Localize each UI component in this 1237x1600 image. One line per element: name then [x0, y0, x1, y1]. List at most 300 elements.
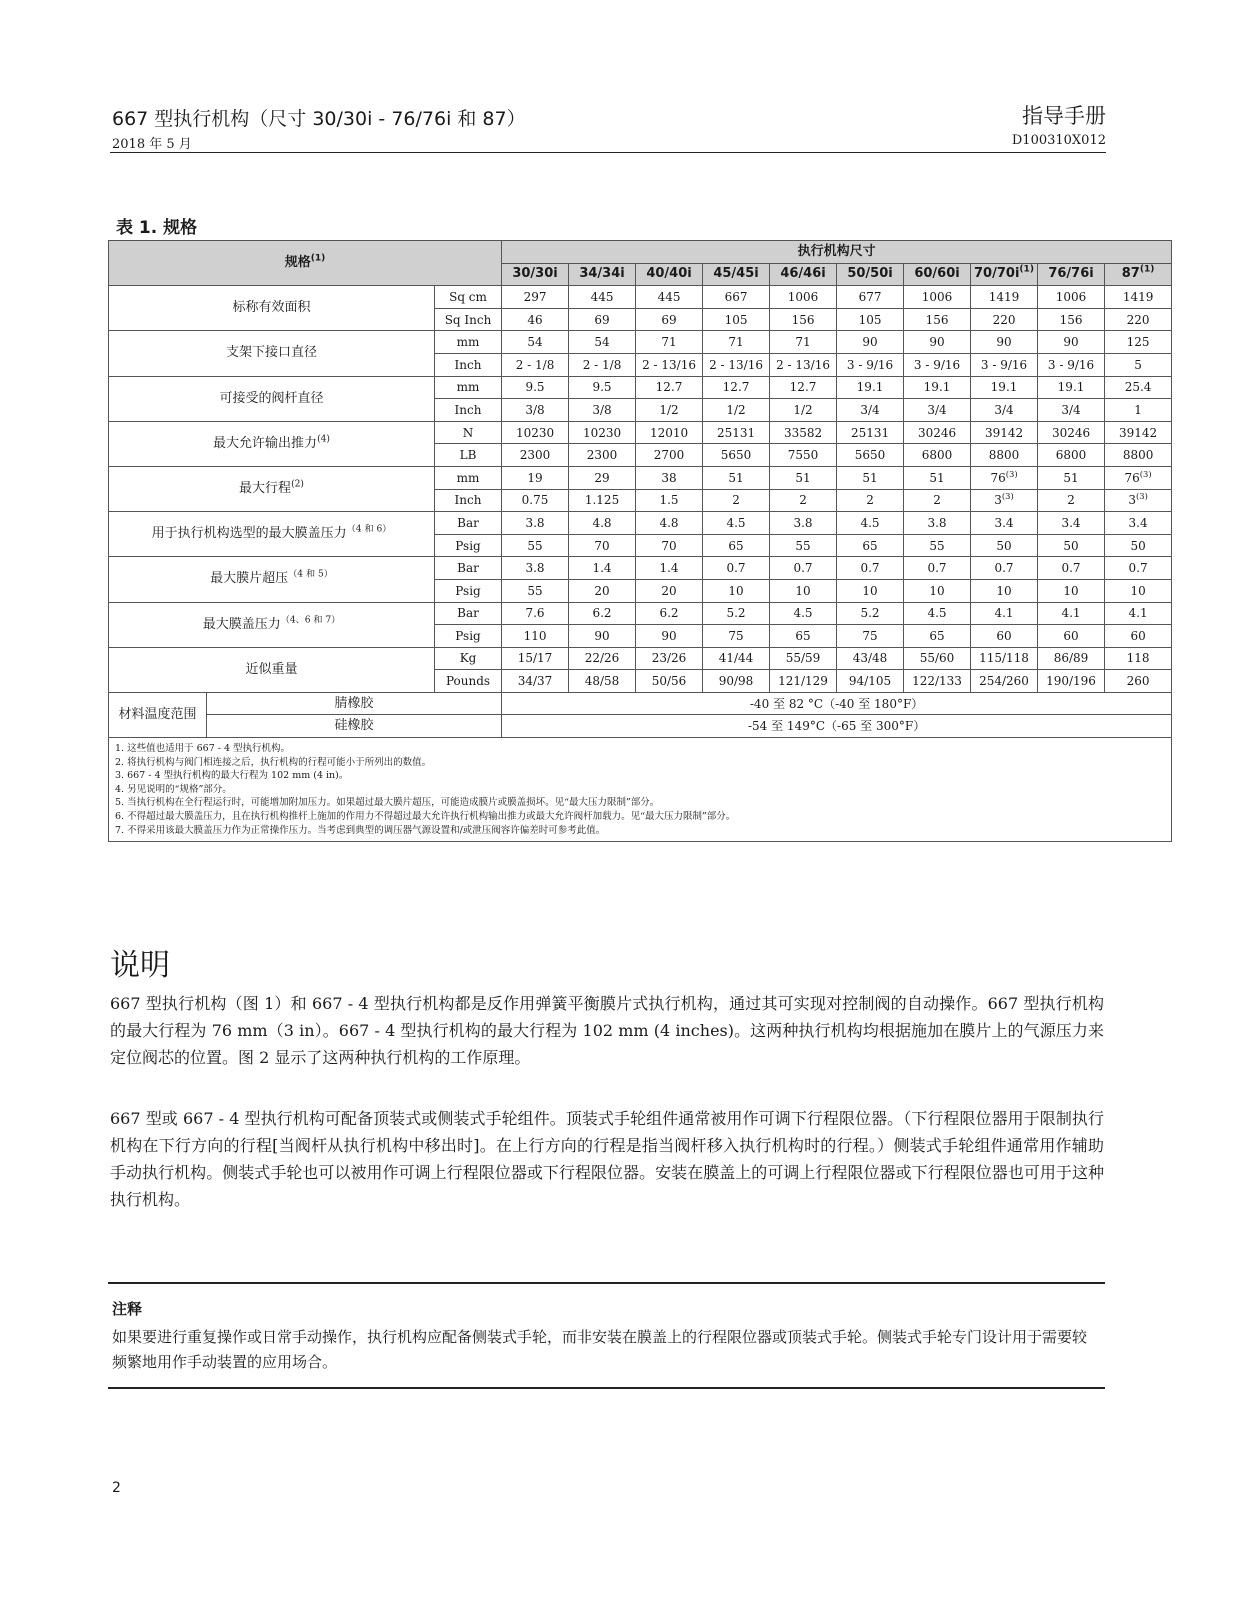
value: 2 [1067, 493, 1075, 508]
value-cell [1038, 512, 1105, 535]
value-cell [837, 534, 904, 557]
value: 30246 [917, 425, 957, 440]
material-label: 腈橡胶 [334, 695, 374, 711]
value: 2300 [586, 448, 618, 463]
value-cell [904, 444, 971, 467]
value: 10 [996, 583, 1012, 598]
unit-label: Inch [454, 493, 482, 508]
value: 12.7 [722, 380, 750, 395]
row-label: 最大允许输出推力 [213, 435, 318, 451]
value: 3.8 [525, 561, 545, 576]
value-cell [703, 466, 770, 489]
value-cell [569, 670, 636, 693]
value-cell [1105, 647, 1172, 670]
size-label: 50/50i [847, 266, 893, 282]
value: 46 [527, 312, 543, 327]
value-cell [1105, 534, 1172, 557]
value-cell [636, 444, 703, 467]
row-label-cell [109, 331, 435, 376]
unit-label: Inch [454, 402, 482, 417]
unit-label: mm [456, 380, 480, 395]
value: 10 [1130, 583, 1146, 598]
size-cell [1038, 263, 1105, 286]
value-cell [1038, 353, 1105, 376]
value: 55 [795, 538, 811, 553]
value-cell [904, 421, 971, 444]
value-cell [837, 557, 904, 580]
value-cell [703, 557, 770, 580]
value-cell [569, 376, 636, 399]
table-title: 表 1. 规格 [116, 218, 198, 238]
value: 70 [594, 538, 610, 553]
size-label: 34/34i [579, 266, 625, 282]
value: 51 [862, 470, 878, 485]
size-note: (1) [1019, 265, 1035, 276]
value: 39142 [984, 425, 1024, 440]
value-cell [837, 399, 904, 422]
value: 4.8 [659, 515, 679, 530]
value: 1/2 [726, 402, 746, 417]
value-cell [569, 286, 636, 309]
row-label: 可接受的阀杆直径 [219, 390, 324, 406]
temperature-range: -40 至 82 °C（-40 至 180°F） [749, 696, 924, 711]
value: 43/48 [852, 651, 888, 666]
unit-cell [435, 625, 502, 648]
row-label-cell [109, 512, 435, 557]
value-cell [502, 444, 569, 467]
value-cell [770, 579, 837, 602]
value-cell [569, 421, 636, 444]
value: 1.4 [659, 561, 679, 576]
value: 55 [527, 538, 543, 553]
unit-cell [435, 308, 502, 331]
value-cell [971, 489, 1038, 512]
size-label: 87 [1121, 266, 1140, 282]
value-cell [904, 286, 971, 309]
value-cell [770, 376, 837, 399]
table-row [109, 376, 1172, 399]
value-cell [703, 331, 770, 354]
temperature-range-cell [502, 715, 1172, 738]
value-cell [1038, 647, 1105, 670]
value: 90/98 [718, 674, 754, 689]
value: 3/4 [860, 402, 880, 417]
value-cell [904, 331, 971, 354]
value: 3/8 [592, 402, 612, 417]
value: 19.1 [856, 380, 884, 395]
footnotes-cell [109, 738, 1172, 842]
value-cell [971, 602, 1038, 625]
unit-label: Bar [457, 606, 479, 621]
value-cell [502, 331, 569, 354]
value: 20 [661, 583, 677, 598]
document-number: D100310X012 [1011, 133, 1106, 148]
value-cell [1038, 602, 1105, 625]
size-label: 40/40i [646, 266, 692, 282]
temperature-range-cell [502, 692, 1172, 715]
value-cell [1105, 625, 1172, 648]
value-cell [837, 647, 904, 670]
value: 3 [1128, 493, 1136, 508]
value-cell [1038, 444, 1105, 467]
value: 0.7 [793, 561, 813, 576]
value: 55/60 [919, 651, 955, 666]
value: 10 [795, 583, 811, 598]
value: 1 [1134, 402, 1142, 417]
temperature-label-cell [109, 692, 207, 737]
value-cell [1038, 331, 1105, 354]
size-label: 46/46i [780, 266, 826, 282]
row-label-cell [109, 602, 435, 647]
unit-label: Sq cm [449, 289, 487, 304]
description-paragraph-1: 667 型执行机构（图 1）和 667 - 4 型执行机构都是反作用弹簧平衡膜片式执行机构，通过其可实现对控制阀的自动操作。667 型执行机构的最大行程为 76 mm（3 in）。667 - 4 型执行机构的最大行程为 102 mm (4 inches)。这两种执行机构均根据施加在膜片上的气源压力来定位阀芯的位置。图 2 显示了这两种执行机构的工作原理。 [110, 994, 1104, 1067]
value: 297 [523, 289, 547, 304]
value: 20 [594, 583, 610, 598]
value-cell [636, 308, 703, 331]
header-divider [110, 152, 1106, 153]
note-heading: 注释 [112, 1300, 143, 1318]
value: 1.125 [584, 493, 620, 508]
value-cell [837, 670, 904, 693]
value: 19.1 [990, 380, 1018, 395]
table-row [109, 647, 1172, 670]
value-cell [971, 286, 1038, 309]
value-cell [837, 579, 904, 602]
value-cell [971, 512, 1038, 535]
value-cell [502, 399, 569, 422]
unit-cell [435, 376, 502, 399]
value-cell [703, 308, 770, 331]
value-cell [636, 534, 703, 557]
value-cell [1038, 421, 1105, 444]
value: 10 [862, 583, 878, 598]
value-cell [502, 489, 569, 512]
note-body: 如果要进行重复操作或日常手动操作，执行机构应配备侧装式手轮，而非安装在膜盖上的行程限位器或顶装式手轮。侧装式手轮专门设计用于需要较频繁地用作手动装置的应用场合。 [112, 1328, 1088, 1371]
size-label: 60/60i [914, 266, 960, 282]
value-cell [1105, 286, 1172, 309]
unit-cell [435, 399, 502, 422]
row-label-note: （4 和 5） [288, 570, 333, 581]
value: 76 [990, 470, 1006, 485]
value: 10230 [515, 425, 555, 440]
value: 1006 [1055, 289, 1087, 304]
footnote: 2. 将执行机构与阀门相连接之后，执行机构的行程可能小于所列出的数值。 [115, 756, 432, 768]
unit-label: Bar [457, 515, 479, 530]
value-note: (3) [1139, 468, 1152, 479]
value-cell [971, 399, 1038, 422]
value-cell [1038, 376, 1105, 399]
value: 30246 [1051, 425, 1091, 440]
value: 65 [929, 628, 945, 643]
unit-label: LB [459, 448, 477, 463]
size-cell [904, 263, 971, 286]
value-cell [770, 331, 837, 354]
value: 71 [728, 335, 744, 350]
material-cell [207, 692, 502, 715]
value-cell [1105, 489, 1172, 512]
value-cell [770, 353, 837, 376]
value: 254/260 [979, 674, 1029, 689]
value: 55 [929, 538, 945, 553]
value-cell [837, 466, 904, 489]
value: 2300 [519, 448, 551, 463]
value-cell [1038, 308, 1105, 331]
value: 2 - 13/16 [709, 357, 763, 372]
value-cell [636, 579, 703, 602]
spec-header-cell [109, 241, 502, 286]
value: 51 [929, 470, 945, 485]
value-cell [971, 647, 1038, 670]
value-cell [703, 534, 770, 557]
page-number: 2 [112, 1480, 121, 1496]
unit-cell [435, 353, 502, 376]
value: 51 [728, 470, 744, 485]
value-cell [502, 353, 569, 376]
size-label: 45/45i [713, 266, 759, 282]
value-cell [1038, 286, 1105, 309]
value-cell [703, 353, 770, 376]
value: 4.5 [927, 606, 947, 621]
value-cell [636, 670, 703, 693]
value: 10 [728, 583, 744, 598]
value: 121/129 [778, 674, 828, 689]
value-cell [1105, 557, 1172, 580]
size-cell [703, 263, 770, 286]
description-paragraph-2: 667 型或 667 - 4 型执行机构可配备顶装式或侧装式手轮组件。顶装式手轮组件通常被用作可调下行程限位器。（下行程限位器用于限制执行机构在下行方向的行程[当阀杆从执行机构中移出时]。在上行方向的行程是指当阀杆移入执行机构时的行程。）侧装式手轮组件通常用作辅助手动执行机构。侧装式手轮也可以被用作可调上行程限位器或下行程限位器。安装在膜盖上的可调上行程限位器或下行程限位器也可用于这种执行机构。 [110, 1109, 1104, 1209]
value-cell [502, 286, 569, 309]
value-cell [636, 286, 703, 309]
value: 4.1 [1061, 606, 1081, 621]
value: 2 [732, 493, 740, 508]
value-cell [569, 534, 636, 557]
value: 65 [862, 538, 878, 553]
value: 50 [1130, 538, 1146, 553]
value-cell [770, 670, 837, 693]
value-cell [904, 353, 971, 376]
value-cell [837, 353, 904, 376]
value: 65 [728, 538, 744, 553]
value: 4.5 [860, 515, 880, 530]
value-cell [569, 579, 636, 602]
value: 1006 [787, 289, 819, 304]
value-cell [636, 353, 703, 376]
value-cell [569, 512, 636, 535]
value-cell [1038, 489, 1105, 512]
value-cell [703, 647, 770, 670]
unit-cell [435, 579, 502, 602]
note-divider-bottom [108, 1387, 1105, 1389]
value: 90 [661, 628, 677, 643]
size-cell [636, 263, 703, 286]
row-label-note: (2) [291, 479, 304, 490]
manual-label: 指导手册 [1022, 104, 1106, 128]
value-cell [904, 466, 971, 489]
size-header-label: 执行机构尺寸 [797, 243, 876, 259]
value: 19.1 [1057, 380, 1085, 395]
value: 677 [858, 289, 882, 304]
value-note: (3) [1005, 468, 1018, 479]
size-cell [770, 263, 837, 286]
table-row [109, 331, 1172, 354]
value: 10 [1063, 583, 1079, 598]
value-cell [703, 421, 770, 444]
value-cell [971, 421, 1038, 444]
value: 71 [795, 335, 811, 350]
value-cell [1105, 466, 1172, 489]
value: 6800 [921, 448, 953, 463]
row-label-note: (4) [317, 434, 330, 445]
value-cell [904, 399, 971, 422]
value-cell [703, 512, 770, 535]
value-cell [636, 466, 703, 489]
value: 94/105 [848, 674, 892, 689]
value: 2 [866, 493, 874, 508]
value-cell [636, 647, 703, 670]
value: 2 - 13/16 [642, 357, 696, 372]
value-cell [636, 376, 703, 399]
value: 1006 [921, 289, 953, 304]
row-label: 最大行程 [239, 481, 292, 497]
value-cell [1105, 444, 1172, 467]
unit-cell [435, 557, 502, 580]
unit-cell [435, 670, 502, 693]
value-cell [770, 489, 837, 512]
value-cell [837, 308, 904, 331]
value-cell [904, 308, 971, 331]
value-cell [1105, 579, 1172, 602]
value: 4.1 [994, 606, 1014, 621]
unit-label: Pounds [445, 674, 491, 689]
footnote: 3. 667 - 4 型执行机构的最大行程为 102 mm (4 in)。 [115, 770, 349, 782]
value: 39142 [1118, 425, 1158, 440]
unit-cell [435, 602, 502, 625]
value: 6.2 [592, 606, 612, 621]
value: 8800 [1122, 448, 1154, 463]
value-cell [770, 308, 837, 331]
value: 1.4 [592, 561, 612, 576]
value-cell [1038, 625, 1105, 648]
value-cell [770, 286, 837, 309]
value: 3.8 [525, 515, 545, 530]
row-label: 最大膜片超压 [210, 571, 289, 587]
value: 1419 [988, 289, 1020, 304]
value: 22/26 [584, 651, 620, 666]
footnote: 6. 不得超过最大膜盖压力，且在执行机构推杆上施加的作用力不得超过最大允许执行机构输出推力或最大允许阀杆加载力。见“最大压力限制”部分。 [115, 811, 736, 823]
value-cell [502, 579, 569, 602]
value-cell [703, 286, 770, 309]
value: 118 [1126, 651, 1150, 666]
value: 445 [657, 289, 681, 304]
material-label: 硅橡胶 [334, 718, 374, 734]
value: 2 - 1/8 [582, 357, 622, 372]
unit-cell [435, 512, 502, 535]
value: 55/59 [785, 651, 821, 666]
value: 69 [661, 312, 677, 327]
value: 110 [523, 628, 547, 643]
value-cell [636, 399, 703, 422]
value: 156 [1059, 312, 1083, 327]
value-cell [1038, 670, 1105, 693]
spec-header-label: 规格 [284, 255, 311, 271]
value: 156 [791, 312, 815, 327]
value: 12.7 [655, 380, 683, 395]
value: 105 [724, 312, 748, 327]
value: 115/118 [979, 651, 1029, 666]
row-label-cell [109, 557, 435, 602]
value: 3.8 [927, 515, 947, 530]
value-cell [971, 466, 1038, 489]
value: 34/37 [517, 674, 553, 689]
document-date: 2018 年 5 月 [112, 137, 192, 152]
value-cell [636, 602, 703, 625]
value-cell [770, 534, 837, 557]
value-cell [971, 625, 1038, 648]
value: 125 [1126, 335, 1150, 350]
value: 5650 [720, 448, 752, 463]
value-cell [502, 670, 569, 693]
value-cell [904, 489, 971, 512]
value-cell [569, 625, 636, 648]
row-label-note: （4 和 6） [346, 524, 392, 535]
value: 3.4 [1128, 515, 1148, 530]
value-cell [569, 331, 636, 354]
unit-cell [435, 331, 502, 354]
value-cell [1038, 466, 1105, 489]
row-label-cell [109, 421, 435, 466]
unit-label: Psig [455, 628, 481, 643]
value: 6800 [1055, 448, 1087, 463]
unit-cell [435, 466, 502, 489]
temperature-label: 材料温度范围 [118, 706, 197, 722]
value: 60 [996, 628, 1012, 643]
value: 3.4 [994, 515, 1014, 530]
row-label-cell [109, 376, 435, 421]
value: 25131 [850, 425, 890, 440]
size-cell [1105, 263, 1172, 286]
value-cell [904, 557, 971, 580]
value-cell [502, 308, 569, 331]
value-cell [971, 308, 1038, 331]
value: 0.7 [726, 561, 746, 576]
unit-label: Inch [454, 357, 482, 372]
value-cell [904, 376, 971, 399]
size-note: (1) [1139, 265, 1155, 276]
value: 3 - 9/16 [1047, 357, 1095, 372]
value: 71 [661, 335, 677, 350]
unit-label: Bar [457, 561, 479, 576]
value-cell [1105, 602, 1172, 625]
value-cell [770, 512, 837, 535]
value: 76 [1124, 470, 1140, 485]
value: 4.8 [592, 515, 612, 530]
unit-cell [435, 534, 502, 557]
value-cell [502, 466, 569, 489]
value: 90 [929, 335, 945, 350]
value: 41/44 [718, 651, 754, 666]
table-row [109, 286, 1172, 309]
value: 3/8 [525, 402, 545, 417]
value-cell [703, 602, 770, 625]
value-cell [1105, 512, 1172, 535]
value-cell [1038, 534, 1105, 557]
value: 156 [925, 312, 949, 327]
value: 50 [1063, 538, 1079, 553]
value-cell [837, 625, 904, 648]
value-cell [636, 625, 703, 648]
value-cell [971, 670, 1038, 693]
table-row [109, 512, 1172, 535]
value-cell [837, 421, 904, 444]
